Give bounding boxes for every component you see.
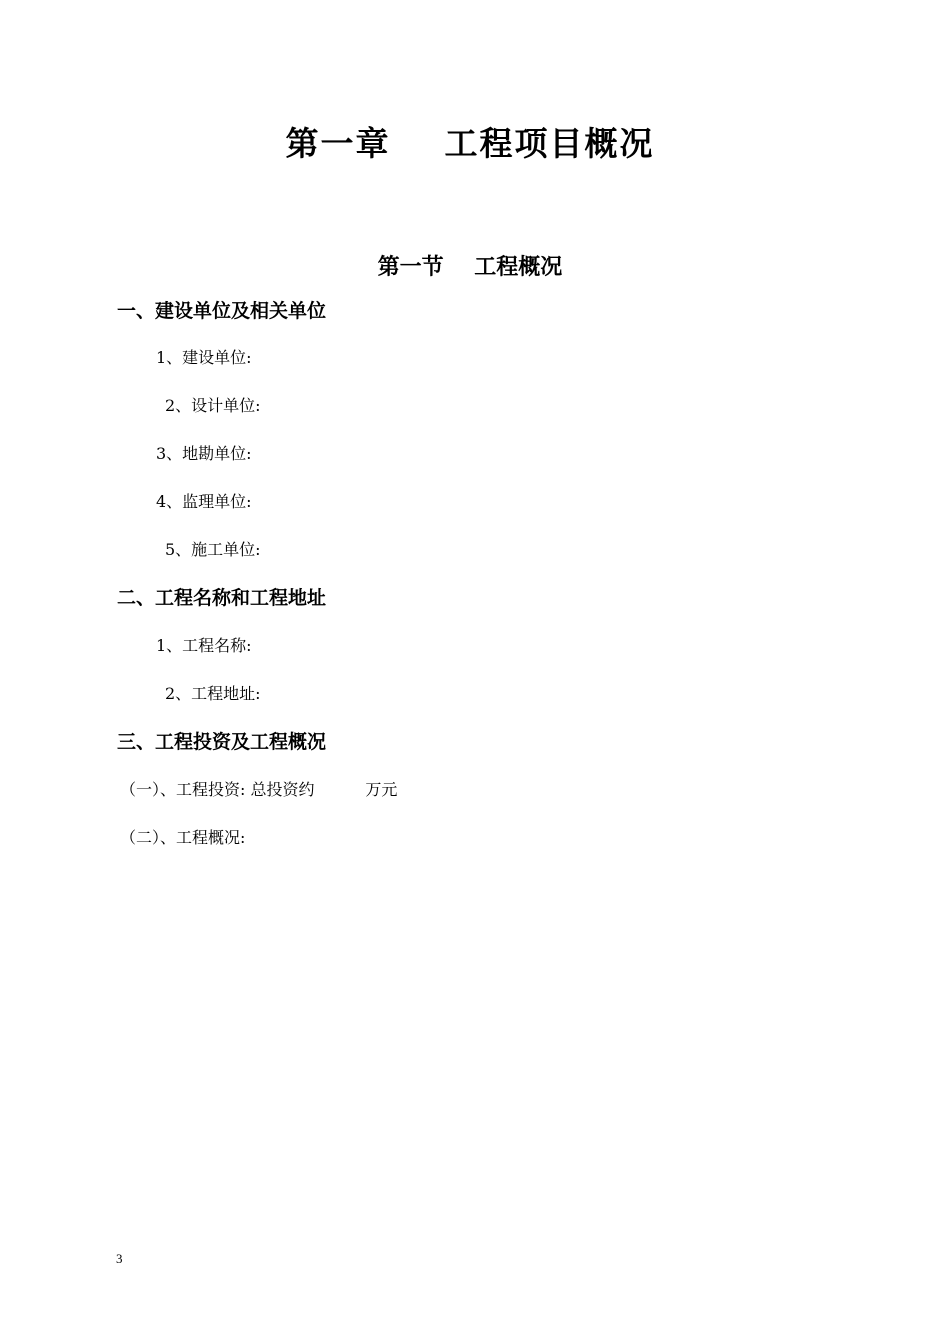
item-survey-unit: 3、地勘单位: [156,444,252,463]
chapter-title: 第一章 工程项目概况 [285,124,655,163]
item-contractor-unit: 5、施工单位: [165,540,261,559]
item-design-unit: 2、设计单位: [165,396,261,415]
item-overview: （二）、工程概况: [120,828,246,847]
heading-units: 一、建设单位及相关单位 [117,300,327,322]
heading-project-name-address: 二、工程名称和工程地址 [117,587,327,609]
item-project-address: 2、工程地址: [165,684,261,703]
section-title: 第一节 工程概况 [377,255,563,280]
page-number: 3 [116,1251,123,1266]
item-construction-unit: 1、建设单位: [156,348,252,367]
item-supervision-unit: 4、监理单位: [156,492,252,511]
heading-investment-overview: 三、工程投资及工程概况 [117,731,327,753]
item-investment: （一）、工程投资: 总投资约 万元 [120,780,398,799]
item-project-name: 1、工程名称: [156,636,252,655]
